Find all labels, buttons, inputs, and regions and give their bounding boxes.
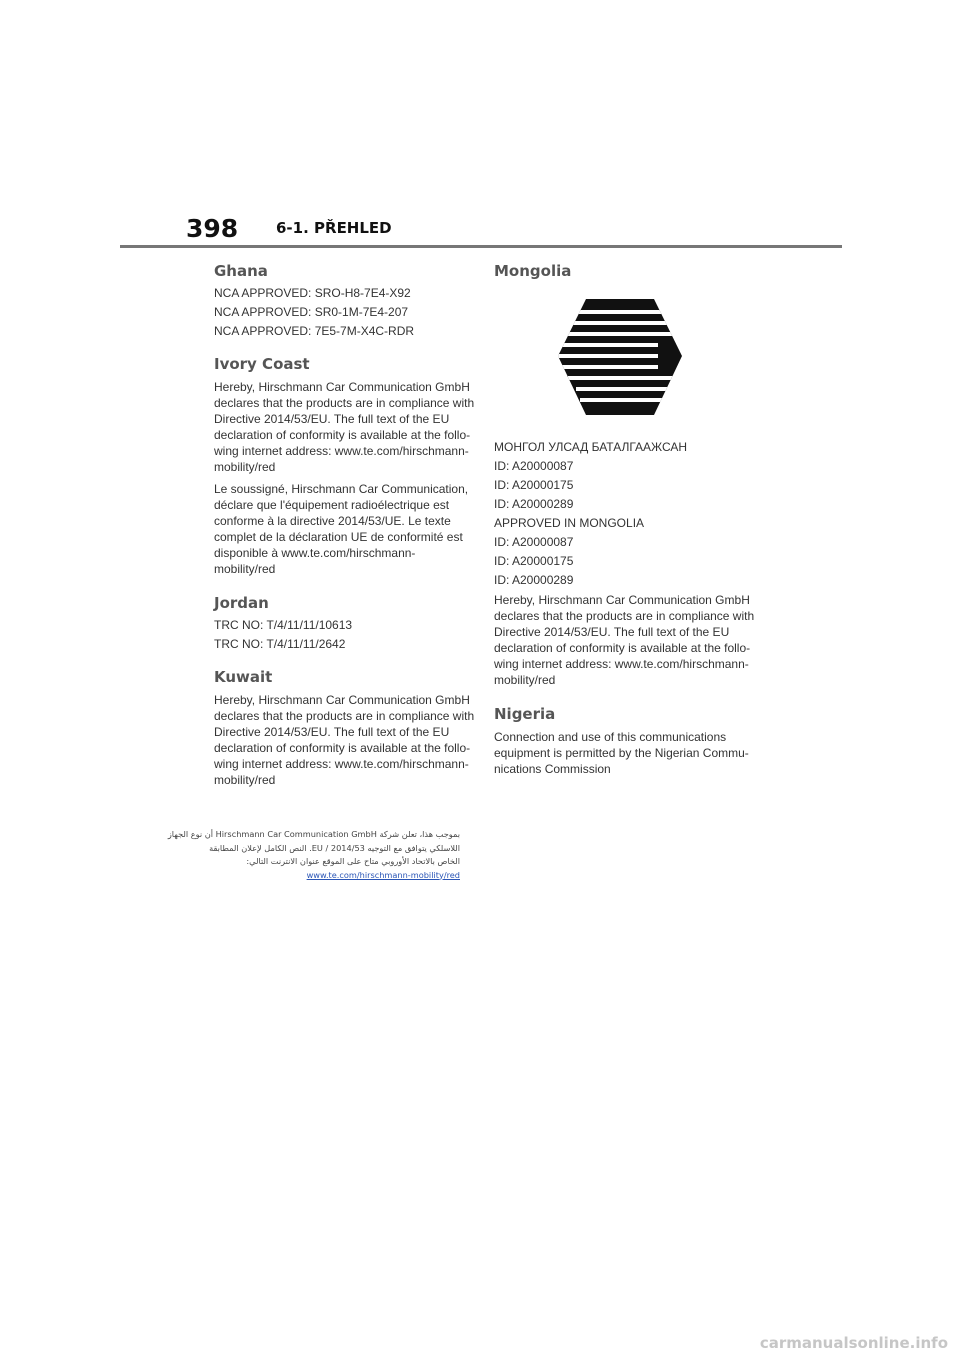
text-line: declaration of conformity is available at the follo- [494,641,751,655]
ivory-coast-english-paragraph [214,379,475,475]
arabic-line: اللاسلكي يتوافق مع التوجيه 2014/53 / EU. النص الكامل لإعلان المطابقة [209,842,460,853]
section-title-ghana: Ghana [214,262,268,280]
section-ivory-coast [214,355,475,577]
text-line: mobility/red [214,460,276,474]
arabic-line: بموجب هذا، تعلن شركة Hirschmann Car Communication GmbH أن نوع الجهاز [167,829,460,839]
text-line: déclare que l'équipement radioélectrique est [214,498,450,512]
section-title-ivory-coast: Ivory Coast [214,355,310,373]
text-line: equipment is permitted by the Nigerian Commu- [494,746,749,760]
mongolia-id-line: ID: A20000289 [494,497,574,511]
text-line: mobility/red [494,673,556,687]
text-line: nications Commission [494,762,611,776]
section-title-nigeria: Nigeria [494,705,556,723]
text-line: Connection and use of this communications [494,730,727,744]
jordan-trc-line: TRC NO: T/4/11/11/10613 [214,618,353,632]
section-kuwait [214,668,475,788]
mongolia-approval-line: APPROVED IN MONGOLIA [494,516,645,530]
text-line: complet de la déclaration UE de conformité est [214,530,463,544]
text-line: mobility/red [214,562,276,576]
section-ghana [214,262,470,338]
text-line: Le soussigné, Hirschmann Car Communication, [214,482,469,496]
text-line: Directive 2014/53/EU. The full text of the EU [214,412,450,426]
header-rule [120,245,842,248]
section-jordan [214,594,470,651]
right-column [494,262,755,794]
text-line: disponible à www.te.com/hirschmann- [214,546,416,560]
text-line: Directive 2014/53/EU. The full text of the EU [494,625,730,639]
section-mongolia [494,262,755,688]
site-watermark: carmanualsonline.info [759,1334,948,1352]
text-line: Directive 2014/53/EU. The full text of the EU [214,725,450,739]
arabic-declaration-link[interactable]: www.te.com/hirschmann-mobility/red [306,869,460,880]
ghana-approval-line: NCA APPROVED: SRO-H8-7E4-X92 [214,286,411,300]
chapter-title: 6-1. PŘEHLED [276,219,392,237]
text-line: wing internet address: www.te.com/hirschmann- [494,657,749,671]
mongolia-id-line: ID: A20000175 [494,554,574,568]
mongolia-id-line: ID: A20000289 [494,573,574,587]
mongolia-id-line: ID: A20000087 [494,459,574,473]
text-line: Hereby, Hirschmann Car Communication GmbH [214,380,470,394]
section-title-jordan: Jordan [214,594,269,612]
text-line: mobility/red [214,773,276,787]
nigeria-paragraph [494,729,750,777]
arabic-declaration [167,828,460,882]
text-line: declares that the products are in compliance with [214,396,475,410]
section-nigeria [494,705,750,777]
ivory-coast-french-paragraph [214,481,470,577]
kuwait-paragraph [214,692,475,788]
ghana-approval-line: NCA APPROVED: SR0-1M-7E4-207 [214,305,409,319]
mongolia-paragraph [494,592,755,688]
mongolia-approval-mark-icon [554,296,686,418]
text-line: wing internet address: www.te.com/hirschmann- [214,757,469,771]
mongolia-id-line: ID: A20000087 [494,535,574,549]
left-column [214,262,475,805]
text-line: Hereby, Hirschmann Car Communication GmbH [494,593,750,607]
text-line: declares that the products are in compliance with [494,609,755,623]
text-line: wing internet address: www.te.com/hirschmann- [214,444,469,458]
jordan-trc-line: TRC NO: T/4/11/11/2642 [214,637,346,651]
section-title-kuwait: Kuwait [214,668,273,686]
text-line: declares that the products are in compliance with [214,709,475,723]
text-line: Hereby, Hirschmann Car Communication GmbH [214,693,470,707]
page-number: 398 [186,214,239,243]
text-line: declaration of conformity is available at the follo- [214,428,471,442]
text-line: conforme à la directive 2014/53/UE. Le texte [214,514,451,528]
section-title-mongolia: Mongolia [494,262,572,280]
mongolia-id-line: ID: A20000175 [494,478,574,492]
arabic-line: الخاص بالاتحاد الأوروبي متاح على الموقع عنوان الانترنت التالي: [246,856,460,866]
mongolia-approval-line: МОНГОЛ УЛСАД БАТАЛГААЖСАН [494,440,688,454]
text-line: declaration of conformity is available at the follo- [214,741,471,755]
ghana-approval-line: NCA APPROVED: 7E5-7M-X4C-RDR [214,324,415,338]
page-header [120,212,842,248]
